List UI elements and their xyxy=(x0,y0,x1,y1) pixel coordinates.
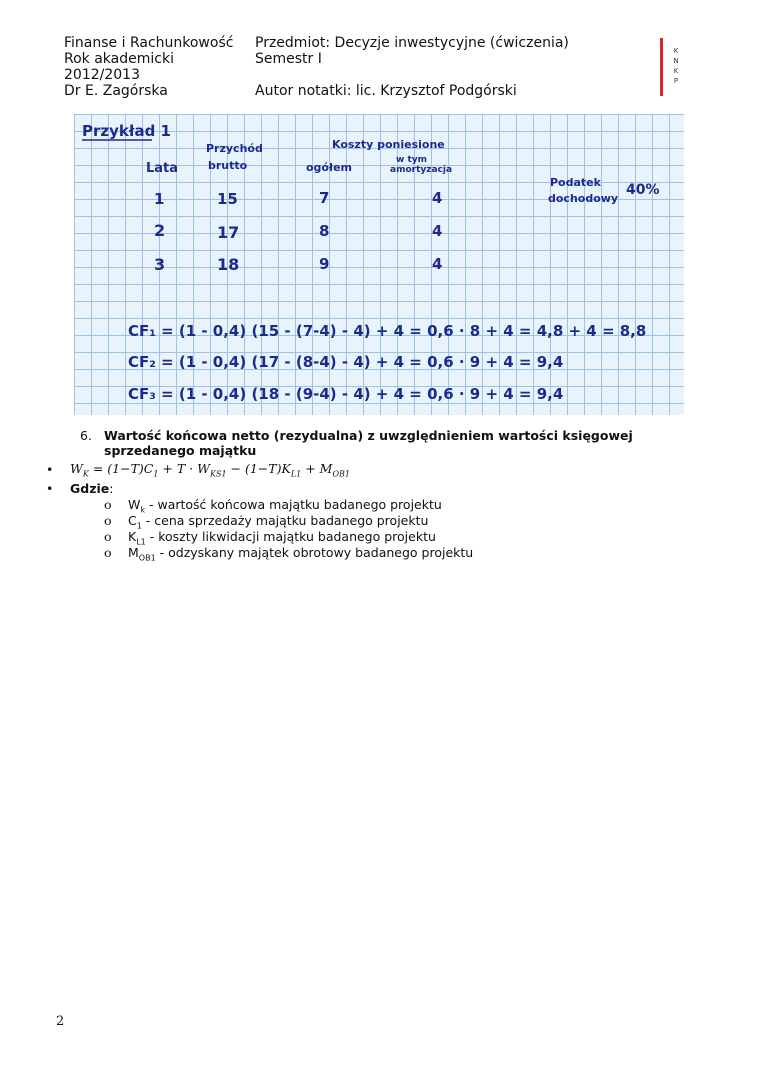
header-left xyxy=(64,35,233,99)
gdzie-label: Gdzie: xyxy=(70,481,114,496)
hw-row-2 xyxy=(154,221,442,242)
svg-text:7: 7 xyxy=(319,189,330,207)
handwritten-notes-image xyxy=(74,114,684,415)
hw-col-amort-bottom: amortyzacja xyxy=(390,165,453,175)
header-field-of-study: Finanse i Rachunkowość xyxy=(64,35,234,51)
page-number: 2 xyxy=(56,1014,65,1029)
hw-col-amort-top: w tym xyxy=(396,155,427,165)
header-subject: Przedmiot: Decyzje inwestycyjne (ćwiczenia) xyxy=(255,35,569,51)
circle-bullet-icon: o xyxy=(104,497,112,512)
logo-knkp: K N K P xyxy=(673,47,679,85)
header-blank xyxy=(255,67,569,83)
svg-text:18: 18 xyxy=(217,255,240,274)
svg-text:2: 2 xyxy=(154,221,166,240)
header-semester: Semestr I xyxy=(255,51,322,67)
hw-row-1 xyxy=(154,189,442,208)
header-accent-bar xyxy=(660,38,663,96)
formula-residual-value: $W_K = (1-T)C_1 + T \cdot W_{KS1} - (1-T)K_{L1} + M_{OB1}$ xyxy=(70,461,350,479)
header-academic-year: 2012/2013 xyxy=(64,67,140,83)
section-title: Wartość końcowa netto (rezydualna) z uwzględnieniem wartości księgowej sprzedanego majątku xyxy=(104,428,633,458)
svg-text:17: 17 xyxy=(217,223,240,242)
circle-bullet-icon: o xyxy=(104,545,112,560)
hw-tax-value: 40% xyxy=(626,182,660,198)
hw-title: Przykład 1 xyxy=(82,122,171,140)
svg-text:1: 1 xyxy=(154,190,165,208)
hw-col-years: Lata xyxy=(146,161,179,176)
svg-text:3: 3 xyxy=(154,255,166,274)
hw-row-3 xyxy=(154,255,442,274)
svg-text:4: 4 xyxy=(432,222,443,240)
bullet-icon: • xyxy=(46,462,54,477)
hw-col-revenue-bottom: brutto xyxy=(208,159,248,172)
hw-col-revenue-top: Przychód xyxy=(206,142,263,155)
circle-bullet-icon: o xyxy=(104,513,112,528)
hw-col-costs: Koszty poniesione xyxy=(332,138,445,151)
header-academic-year-label: Rok akademicki xyxy=(64,51,174,67)
svg-text:4: 4 xyxy=(432,255,443,273)
svg-text:15: 15 xyxy=(217,190,238,208)
svg-text:9: 9 xyxy=(319,255,330,273)
svg-text:8: 8 xyxy=(319,222,330,240)
hw-tax-label-bottom: dochodowy xyxy=(548,192,619,205)
header-author: Autor notatki: lic. Krzysztof Podgórski xyxy=(255,83,517,99)
hw-equation-cf3: CF₃ = (1 - 0,4) (18 - (9-4) - 4) + 4 = 0,6 · 9 + 4 = 9,4 xyxy=(128,385,564,403)
section-number: 6. xyxy=(80,428,92,443)
bullet-icon: • xyxy=(46,481,54,496)
hw-equation-cf2: CF₂ = (1 - 0,4) (17 - (8-4) - 4) + 4 = 0,6 · 9 + 4 = 9,4 xyxy=(128,353,564,371)
header-lecturer: Dr E. Zagórska xyxy=(64,83,168,99)
circle-bullet-icon: o xyxy=(104,529,112,544)
hw-equation-cf1: CF₁ = (1 - 0,4) (15 - (7-4) - 4) + 4 = 0,6 · 8 + 4 = 4,8 + 4 = 8,8 xyxy=(128,322,647,340)
svg-text:4: 4 xyxy=(432,189,443,207)
hw-tax-label-top: Podatek xyxy=(550,176,601,189)
header-middle xyxy=(255,35,569,99)
hw-col-costs-total: ogółem xyxy=(306,161,352,174)
